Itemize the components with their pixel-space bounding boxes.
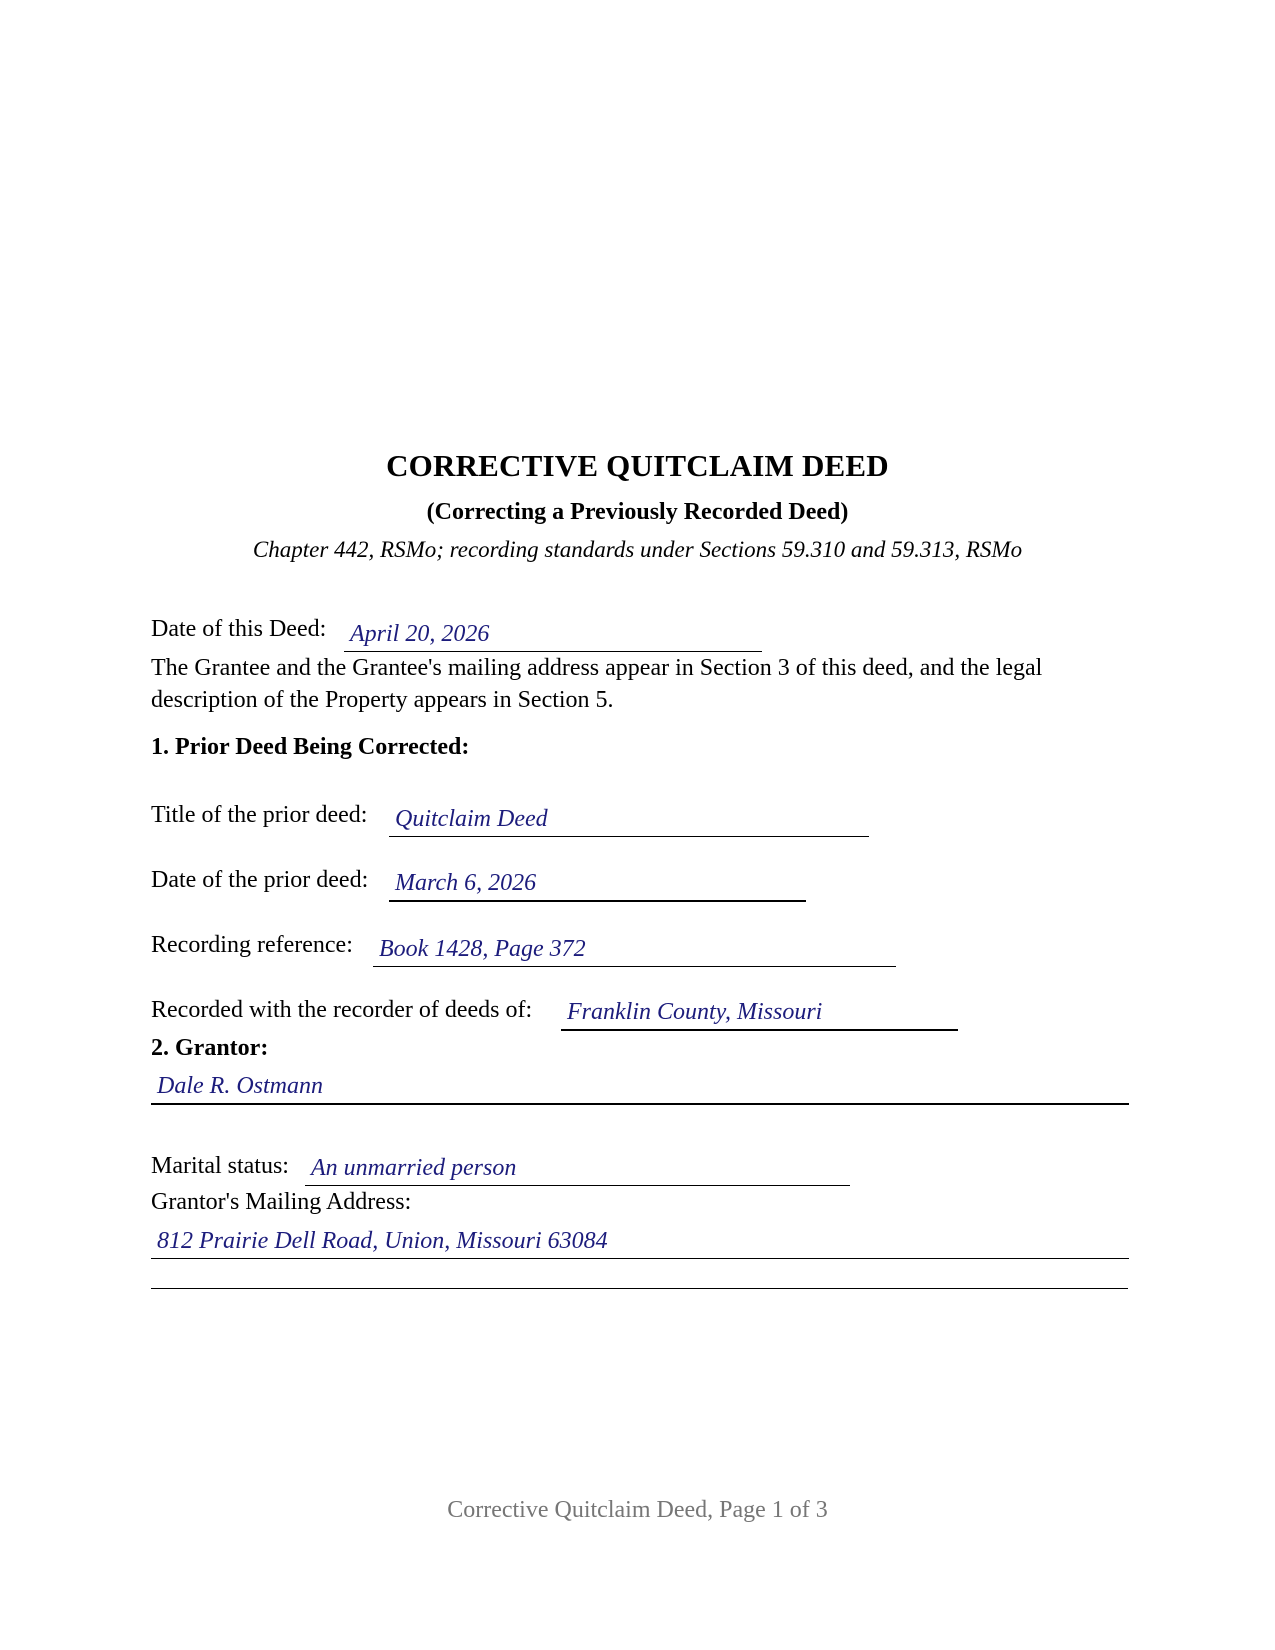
section-1-heading: 1. Prior Deed Being Corrected: (151, 734, 470, 760)
recorder-label: Recorded with the recorder of deeds of: (151, 997, 533, 1023)
prior-deed-date-value: March 6, 2026 (395, 870, 537, 896)
page-footer: Corrective Quitclaim Deed, Page 1 of 3 (447, 1497, 828, 1523)
recording-reference-label: Recording reference: (151, 932, 353, 958)
marital-status-field[interactable] (305, 1154, 850, 1186)
document-subtitle: (Correcting a Previously Recorded Deed) (426, 499, 849, 525)
prior-deed-title-value: Quitclaim Deed (395, 806, 548, 832)
marital-status-value: An unmarried person (311, 1155, 517, 1181)
deed-date-value: April 20, 2026 (350, 621, 490, 647)
document-title: CORRECTIVE QUITCLAIM DEED (386, 448, 889, 483)
recorder-field[interactable] (561, 999, 958, 1031)
grantor-name-field[interactable] (151, 1073, 1129, 1105)
prior-deed-date-field[interactable] (389, 870, 806, 902)
section-2-heading: 2. Grantor: (151, 1035, 269, 1061)
statute-citation: Chapter 442, RSMo; recording standards under Sections 59.310 and 59.313, RSMo (252, 537, 1023, 562)
grantor-address-label: Grantor's Mailing Address: (151, 1189, 412, 1215)
grantor-name-value: Dale R. Ostmann (157, 1073, 323, 1099)
recording-reference-value: Book 1428, Page 372 (379, 936, 586, 962)
intro-paragraph: The Grantee and the Grantee's mailing address appear in Section 3 of this deed, and the legal description of the Property appears in Section 5. (151, 655, 1043, 713)
grantor-address-value: 812 Prairie Dell Road, Union, Missouri 63084 (157, 1228, 608, 1254)
prior-deed-date-label: Date of the prior deed: (151, 867, 369, 893)
deed-date-label: Date of this Deed: (151, 616, 327, 642)
marital-status-label: Marital status: (151, 1153, 289, 1179)
recording-reference-field[interactable] (373, 935, 896, 967)
recorder-value: Franklin County, Missouri (567, 999, 823, 1025)
deed-date-field[interactable] (344, 620, 762, 652)
grantor-address-field[interactable] (151, 1227, 1129, 1259)
address-second-line (151, 1288, 1128, 1289)
prior-deed-title-label: Title of the prior deed: (151, 802, 368, 828)
prior-deed-title-field[interactable] (389, 805, 869, 837)
